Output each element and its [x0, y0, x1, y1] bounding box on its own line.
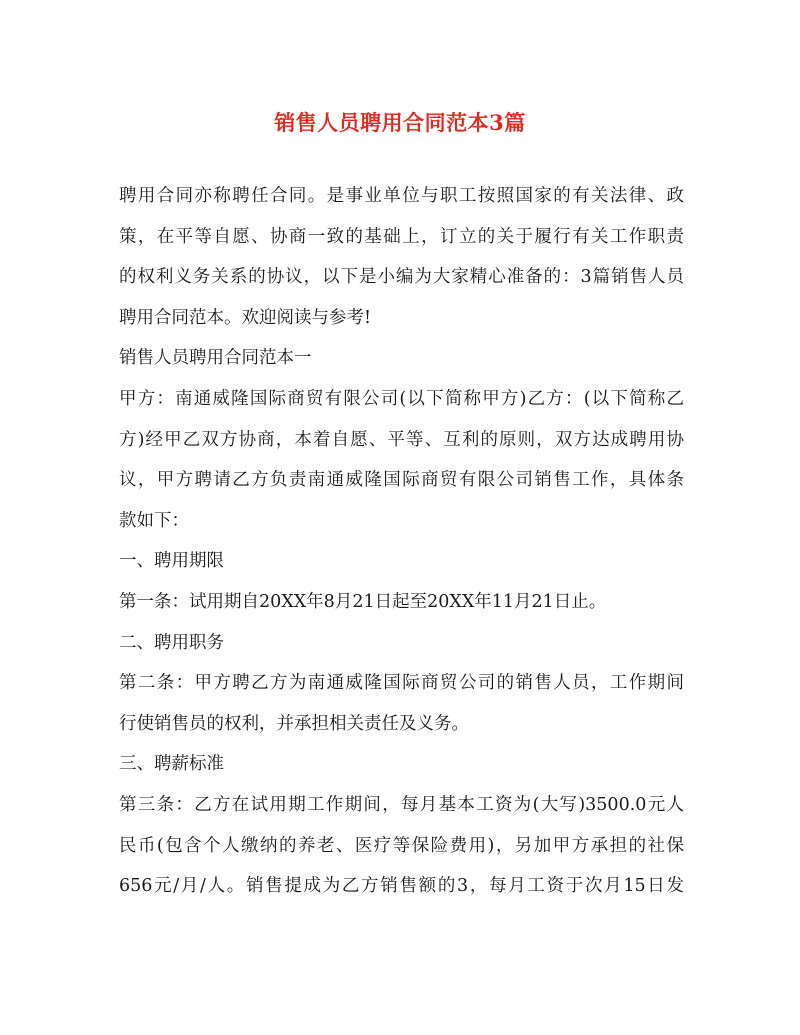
text-line: 议，甲方聘请乙方负责南通威隆国际商贸有限公司销售工作，具体条: [119, 470, 684, 491]
text-line: 甲方：南通威隆国际商贸有限公司(以下简称甲方)乙方：(以下简称乙: [119, 388, 684, 409]
text-line: 第一条：试用期自20XX年8月21日起至20XX年11月21日止。: [119, 591, 607, 612]
document-title: 销售人员聘用合同范本3篇: [274, 110, 526, 135]
text-line: 销售人员聘用合同范本一: [119, 348, 312, 369]
section-heading: [119, 338, 684, 379]
clause-heading: [119, 541, 684, 582]
intro-paragraph: [119, 176, 684, 338]
text-line: 聘用合同范本。欢迎阅读与参考!: [119, 307, 372, 328]
clause-paragraph: [119, 663, 684, 744]
text-line: 款如下：: [119, 510, 189, 531]
text-line: 第三条：乙方在试用期工作期间，每月基本工资为(大写)3500.0元人: [119, 794, 684, 815]
text-line: 的权利义务关系的协议，以下是小编为大家精心准备的：3篇销售人员: [119, 267, 684, 288]
clause-heading: [119, 623, 684, 664]
text-line: 656元/月/人。销售提成为乙方销售额的3，每月工资于次月15日发: [119, 876, 684, 897]
text-line: 聘用合同亦称聘任合同。是事业单位与职工按照国家的有关法律、政: [119, 186, 684, 206]
parties-paragraph: [119, 379, 684, 541]
clause-paragraph: [119, 582, 684, 623]
clause-paragraph: [119, 785, 684, 907]
document-body: [119, 176, 684, 907]
clause-heading: [119, 744, 684, 785]
text-line: 二、聘用职务: [119, 632, 224, 653]
text-line: 一、聘用期限: [119, 551, 224, 572]
text-line: 第二条：甲方聘乙方为南通威隆国际商贸公司的销售人员，工作期间: [119, 673, 684, 694]
text-line: 策，在平等自愿、协商一致的基础上，订立的关于履行有关工作职责: [119, 226, 684, 247]
text-line: 方)经甲乙双方协商，本着自愿、平等、互利的原则，双方达成聘用协: [119, 429, 684, 450]
text-line: 三、聘薪标准: [119, 754, 224, 775]
text-line: 民币(包含个人缴纳的养老、医疗等保险费用)，另加甲方承担的社保: [119, 835, 684, 856]
text-line: 行使销售员的权利，并承担相关责任及义务。: [119, 713, 469, 734]
